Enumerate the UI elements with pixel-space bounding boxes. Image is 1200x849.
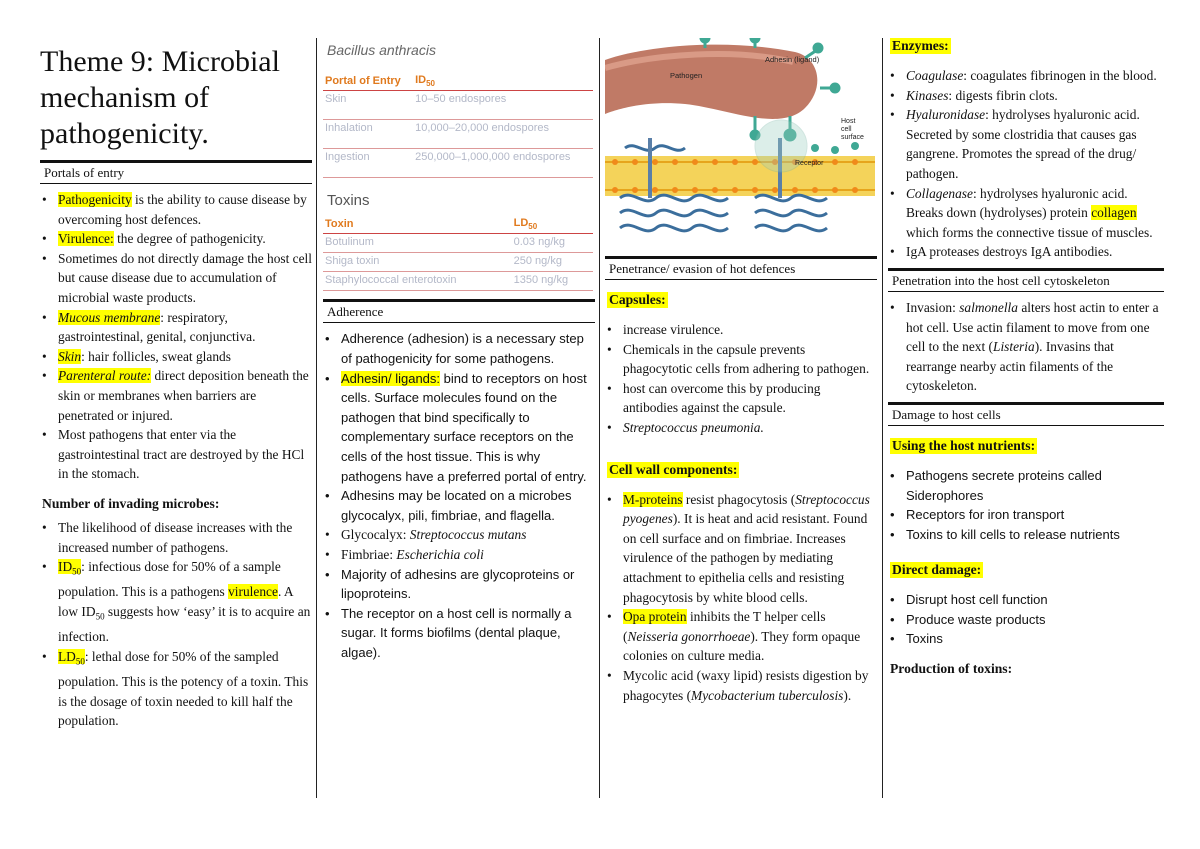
figure-label-cell: cell [841, 126, 852, 133]
list-item: • Invasion: salmonella alters host actin to enter a hot cell. Use actin filament to move from one cell to the next (Listeria). Invasins that rearrange nearby actin filaments of the cytoskeleton. [906, 298, 1164, 396]
direct-damage-list [888, 590, 1164, 649]
ld50-table [323, 215, 593, 291]
list-item: • Mycolic acid (waxy lipid) resists digestion by phagocytes (Mycobacterium tuberculosis). [623, 666, 877, 705]
list-item: • M-proteins resist phagocytosis (Streptococcus pyogenes). It is heat and acid resistant. Found on cell surface and on fimbriae. Increases virulence of the pathogen by mediating attachment to epithelia cells and resisting phagocytosis by white blood cells. [623, 490, 877, 608]
list-item: • host can overcome this by producing antibodies against the capsule. [623, 379, 877, 418]
list-item: • The likelihood of disease increases with the increased number of pathogens. [58, 518, 312, 557]
list-item: • Streptococcus pneumonia. [623, 418, 877, 438]
table-header-cell: Portal of Entry [323, 72, 413, 91]
list-item: • Coagulase: coagulates fibrinogen in the blood. [906, 66, 1164, 86]
list-item: • Glycocalyx: Streptococcus mutans [341, 525, 595, 545]
list-item: • Hyaluronidase: hydrolyses hyaluronic acid. Secreted by some clostridia that causes gas gangrene. Promotes the spread of the drug/ pathogen. [906, 105, 1164, 183]
list-item: • Pathogenicity is the ability to cause disease by overcoming host defences. [58, 190, 312, 229]
table-header-row [323, 72, 593, 91]
list-item: • Virulence: the degree of pathogenicity. [58, 229, 312, 249]
adherence-list [323, 329, 595, 662]
list-item: • Mucous membrane: respiratory, gastrointestinal, genital, conjunctiva. [58, 308, 312, 347]
penetration-list [888, 298, 1164, 396]
column-4 [888, 38, 1164, 683]
list-item: • Majority of adhesins are glycoproteins or lipoproteins. [341, 565, 595, 604]
list-item: • Parenteral route: direct deposition beneath the skin or membranes when barriers are penetrated or injured. [58, 366, 312, 425]
column-divider [599, 38, 600, 798]
table-caption-toxins: Toxins [327, 192, 370, 210]
page-title: Theme 9: Microbial mechanism of pathogenicity. [40, 45, 280, 150]
figure-label-adhesin: Adhesin (ligand) [765, 55, 820, 64]
subheading-enzymes: Enzymes: [892, 38, 949, 53]
list-item: • Opa protein inhibits the T helper cells (Neisseria gonorrhoeae). They form opaque colonies on culture media. [623, 607, 877, 666]
figure-label-pathogen: Pathogen [670, 71, 703, 80]
list-item: • $LD_{50}$: lethal dose for 50% of the sampled population. This is the potency of a toxin. This is the dosage of toxin needed to kill half the population. [58, 647, 312, 731]
portals-list [40, 190, 312, 484]
list-item: • Adhesins may be located on a microbes glycocalyx, pili, fimbriae, and flagella. [341, 486, 595, 525]
column-divider [882, 38, 883, 798]
table-header-row [323, 215, 593, 234]
list-item: • Receptors for iron transport [906, 505, 1164, 525]
table-row: Staphylococcal enterotoxin 1350 ng/kg [323, 272, 593, 291]
enzymes-list [888, 66, 1164, 262]
subheading-production-toxins: Production of toxins: [890, 661, 1013, 677]
column-3 [605, 38, 877, 711]
section-header-portals: Portals of entry [40, 160, 312, 184]
subheading-cell-wall: Cell wall components: [609, 461, 738, 477]
column-2 [323, 38, 595, 668]
table-header-cell: $LD_{50}$ [512, 215, 593, 234]
list-item: • Produce waste products [906, 610, 1164, 630]
subheading-host-nutrients: Using the host nutrients: [892, 437, 1036, 453]
capsules-list [605, 320, 877, 438]
list-item: • Skin: hair follicles, sweat glands [58, 347, 312, 367]
figure-label-surface: surface [841, 134, 864, 141]
section-header-damage: Damage to host cells [888, 402, 1164, 426]
figure-label-host: Host [841, 118, 856, 125]
adhesin-receptor-figure [605, 38, 875, 248]
list-item: • $ID_{50}$: infectious dose for 50% of a sample population. This is a pathogens virulence. A low $ID_{50}$ suggests how ‘easy’ it is to acquire an infection. [58, 557, 312, 647]
table-row: Botulinum 0.03 ng/kg [323, 234, 593, 253]
section-header-penetration: Penetration into the host cell cytoskeleton [888, 268, 1164, 292]
list-item: • Most pathogens that enter via the gastrointestinal tract are destroyed by the HCl in the stomach. [58, 425, 312, 484]
section-header-penetrance: Penetrance/ evasion of hot defences [605, 256, 877, 280]
table-caption-bacillus: Bacillus anthracis [327, 42, 436, 58]
table-row: Shiga toxin 250 ng/kg [323, 253, 593, 272]
invading-list [40, 518, 312, 731]
table-row: Ingestion 250,000–1,000,000 endospores [323, 149, 593, 178]
list-item: • Toxins to kill cells to release nutrients [906, 525, 1164, 545]
list-item: • increase virulence. [623, 320, 877, 340]
table-header-cell: $ID_{50}$ [413, 72, 593, 91]
id50-table [323, 72, 593, 178]
list-item: • The receptor on a host cell is normally a sugar. It forms biofilms (dental plaque, algae). [341, 604, 595, 663]
list-item: • IgA proteases destroys IgA antibodies. [906, 242, 1164, 262]
table-header-cell: Toxin [323, 215, 512, 234]
subheading-capsules: Capsules: [609, 292, 666, 307]
list-item: • Disrupt host cell function [906, 590, 1164, 610]
nutrients-list [888, 466, 1164, 544]
list-item: • Kinases: digests fibrin clots. [906, 86, 1164, 106]
list-item: • Toxins [906, 629, 1164, 649]
table-row: Inhalation 10,000–20,000 endospores [323, 120, 593, 149]
cell-wall-list [605, 490, 877, 706]
table-row: Skin 10–50 endospores [323, 91, 593, 120]
column-divider [316, 38, 317, 798]
column-1 [40, 38, 312, 737]
list-item: • Chemicals in the capsule prevents phagocytotic cells from adhering to pathogen. [623, 340, 877, 379]
subheading-invading-microbes: Number of invading microbes: [42, 495, 220, 511]
list-item: • Adherence (adhesion) is a necessary step of pathogenicity for some pathogens. [341, 329, 595, 368]
list-item: • Sometimes do not directly damage the host cell but cause disease due to accumulation of microbial waste products. [58, 249, 312, 308]
section-header-adherence: Adherence [323, 299, 595, 323]
subheading-direct-damage: Direct damage: [892, 562, 982, 578]
list-item: • Pathogens secrete proteins called Siderophores [906, 466, 1164, 505]
figure-label-receptor: Receptor [795, 160, 824, 167]
list-item: • Fimbriae: Escherichia coli [341, 545, 595, 565]
list-item: • Adhesin/ ligands: bind to receptors on host cells. Surface molecules found on the pathogen that bind specifically to complementary surface receptors on the cells of the host tissue. This is why pathogens have a preferred portal of entry. [341, 369, 595, 487]
list-item: • Collagenase: hydrolyses hyaluronic acid. Breaks down (hydrolyses) protein collagen which forms the connective tissue of muscles. [906, 184, 1164, 243]
